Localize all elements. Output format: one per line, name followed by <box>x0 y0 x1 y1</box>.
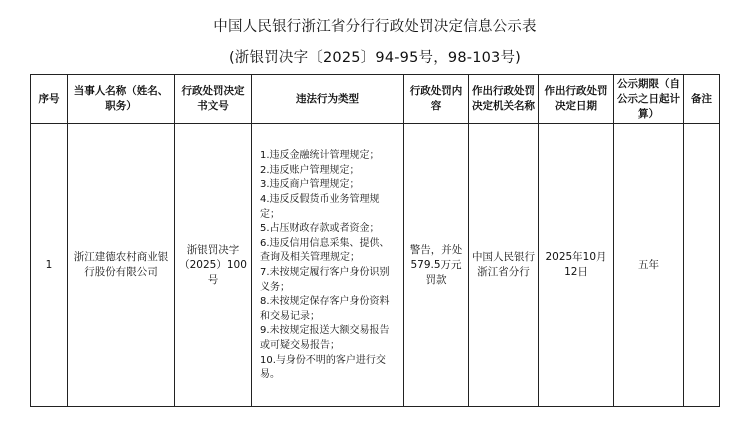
header-remark: 备注 <box>684 75 720 124</box>
header-party: 当事人名称（姓名、职务） <box>68 75 175 124</box>
cell-party: 浙江建德农村商业银行股份有限公司 <box>68 124 175 407</box>
violation-item: 5.占压财政存款或者资金； <box>260 223 380 235</box>
violation-item: 4.违反反假货币业务管理规定； <box>260 194 380 220</box>
violation-item: 7.未按规定履行客户身份识别义务； <box>260 267 390 293</box>
violation-item: 1.违反金融统计管理规定； <box>260 150 380 162</box>
header-violation-type: 违法行为类型 <box>252 75 404 124</box>
violation-item: 8.未按规定保存客户身份资料和交易记录； <box>260 296 390 322</box>
header-period: 公示期限（自公示之日起计算） <box>614 75 684 124</box>
violation-item: 10.与身份不明的客户进行交易。 <box>260 354 386 381</box>
header-date: 作出行政处罚决定日期 <box>539 75 614 124</box>
cell-remark <box>684 124 720 407</box>
table-row <box>31 124 720 407</box>
cell-index: 1 <box>31 124 68 407</box>
document-title: 中国人民银行浙江省分行行政处罚决定信息公示表 <box>213 19 537 35</box>
document-subtitle: (浙银罚决字〔2025〕94-95号，98-103号) <box>228 50 522 66</box>
header-doc-no: 行政处罚决定书文号 <box>175 75 252 124</box>
cell-violations <box>252 124 404 407</box>
cell-doc-no: 浙银罚决字（2025）100号 <box>175 124 252 407</box>
cell-period: 五年 <box>614 124 684 407</box>
table-header-row <box>31 75 720 124</box>
violation-item: 3.违反商户管理规定； <box>260 179 360 191</box>
cell-authority: 中国人民银行浙江省分行 <box>469 124 539 407</box>
header-index: 序号 <box>31 75 68 124</box>
header-authority: 作出行政处罚决定机关名称 <box>469 75 539 124</box>
header-penalty: 行政处罚内容 <box>404 75 469 124</box>
penalty-table <box>30 74 720 407</box>
cell-date: 2025年10月12日 <box>539 124 614 407</box>
violation-item: 6.违反信用信息采集、提供、查询及相关管理规定； <box>260 237 390 264</box>
violation-item: 2.违反账户管理规定； <box>260 164 360 176</box>
violation-item: 9.未按规定报送大额交易报告或可疑交易报告； <box>260 325 390 351</box>
cell-penalty: 警告，并处579.5万元罚款 <box>404 124 469 407</box>
